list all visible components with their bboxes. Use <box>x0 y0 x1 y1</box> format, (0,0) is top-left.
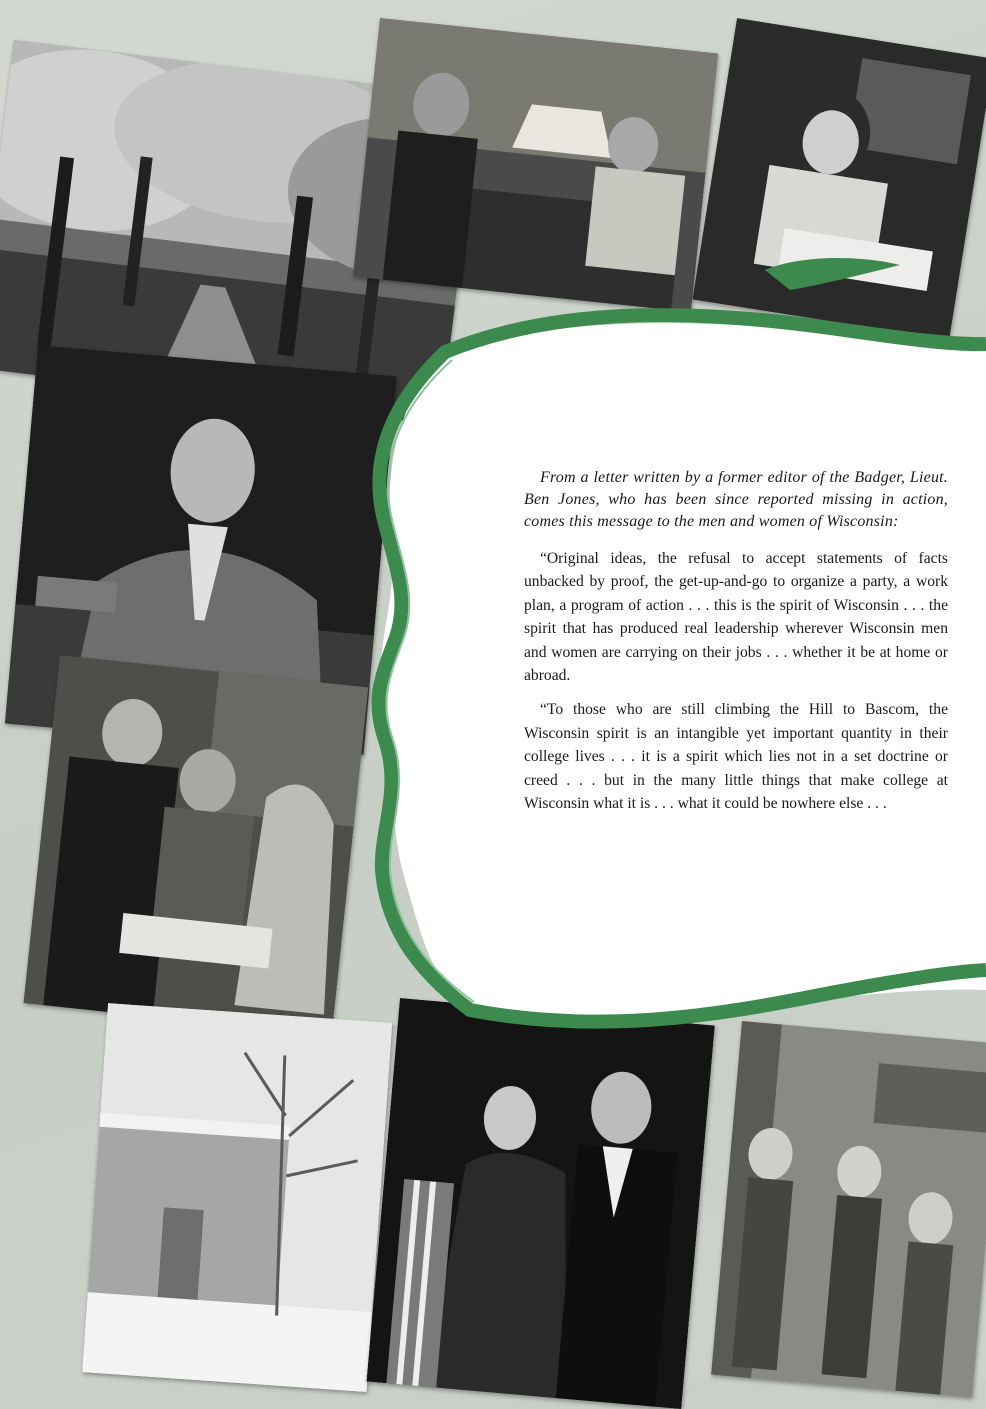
quote-paragraph-2: “To those who are still climbing the Hill to Bascom, the Wisconsin spirit is an intangible yet important quantity in their college lives . . . it is a spirit which lies not in a set doctrine or creed . . . but in the many little things that make college at Wisconsin what it is . . . what it could be nowhere else . . . <box>524 701 948 813</box>
intro-text: From a letter written by a former editor of the Badger, Lieut. Ben Jones, who has been since reported missing in action, comes this message to the men and women of Wisconsin: <box>524 469 948 530</box>
message-text-block <box>524 467 948 826</box>
quote-paragraph-1: “Original ideas, the refusal to accept statements of facts unbacked by proof, the get-up-and-go to organize a party, a work plan, a program of action . . . this is the spirit of Wisconsin . . . the spirit that has produced real leadership wherever Wisconsin men and women are carrying on their jobs . . . whether it be at home or abroad. <box>524 550 948 685</box>
green-ribbon-top-curl <box>765 258 900 290</box>
